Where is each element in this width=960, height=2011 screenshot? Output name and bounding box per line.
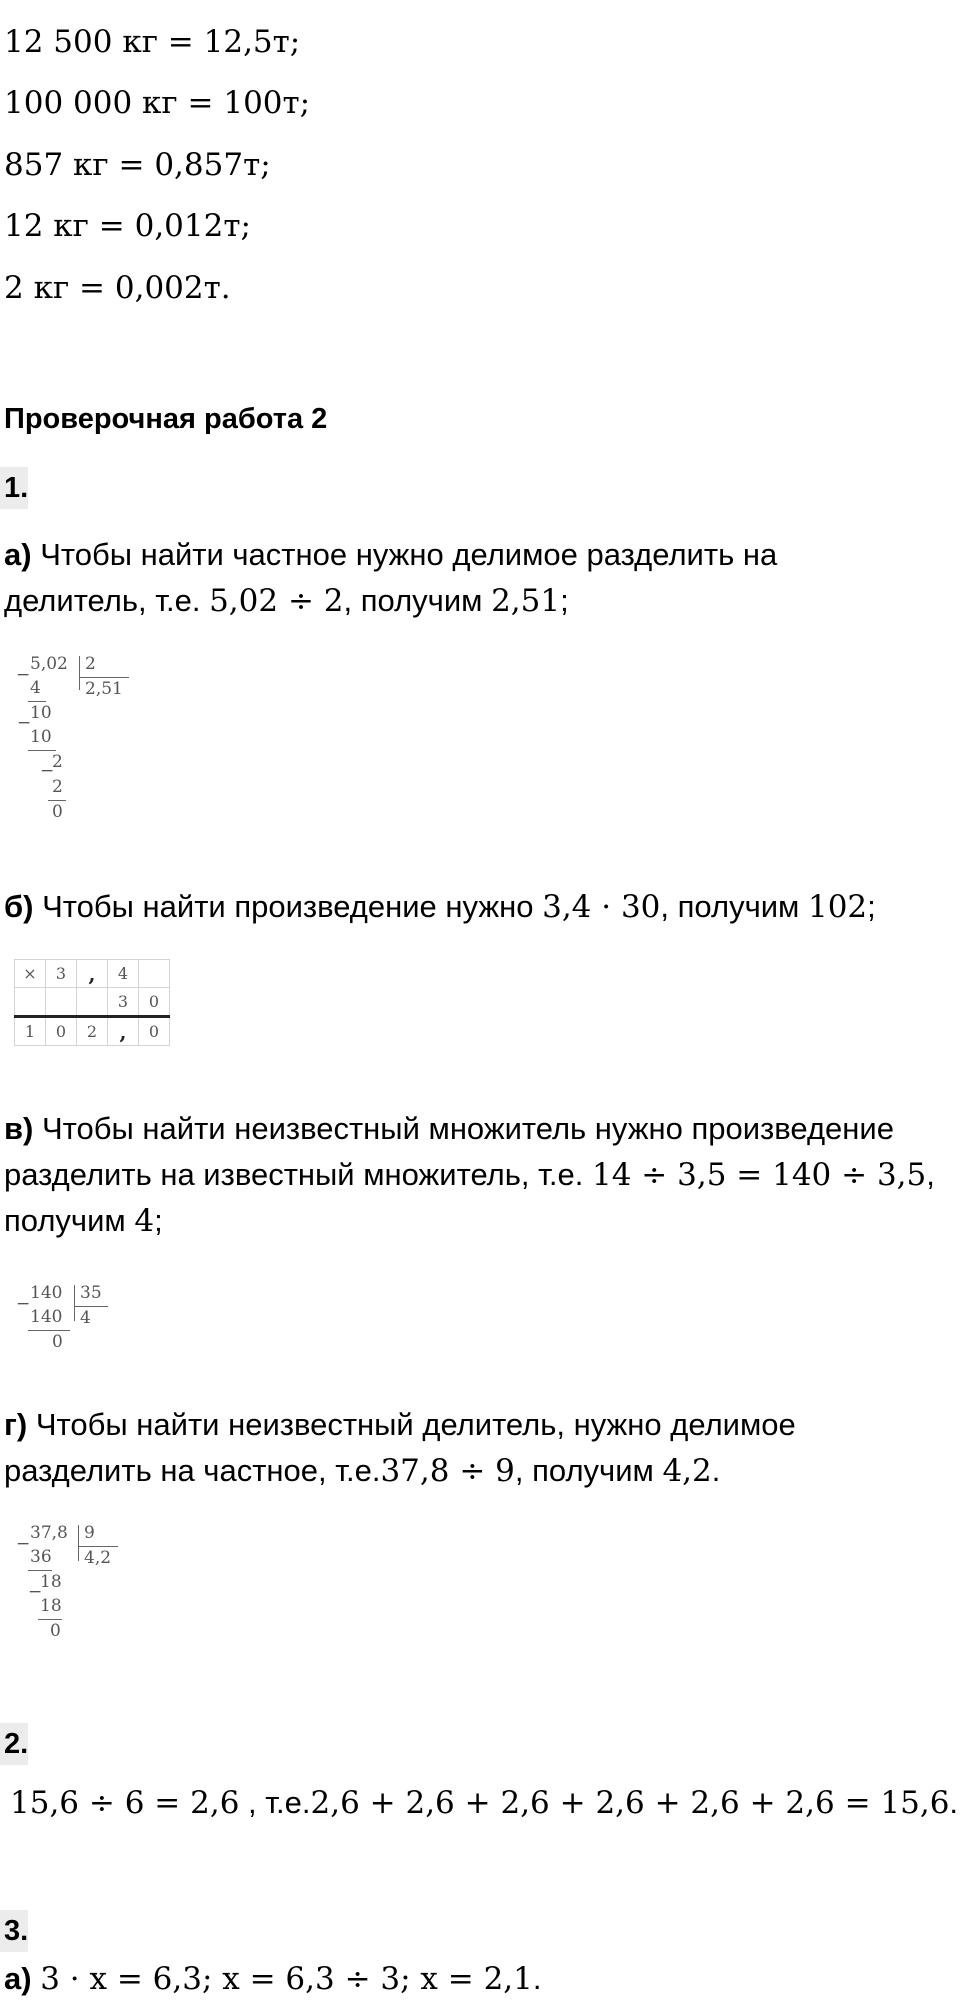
task-3a-label: а) — [4, 1961, 32, 1996]
task-1b-result: 102 — [807, 889, 868, 925]
task-1v-end-1: , — [926, 1157, 935, 1192]
task-1a-line-2 — [4, 583, 569, 619]
task-1g-text-1: Чтобы найти неизвестный делитель, нужно делимое — [35, 1407, 796, 1442]
grid-cell: × — [15, 960, 46, 988]
conversion-line-1: 12 500 кг = 12,5т; — [4, 24, 301, 60]
conversion-line-3: 857 кг = 0,857т; — [4, 147, 271, 183]
task-1v-end-2: ; — [154, 1203, 163, 1238]
division-bar — [79, 656, 80, 690]
division-step: 0 — [52, 802, 63, 822]
division-step: 4 — [30, 678, 41, 698]
division-step: 10 — [30, 727, 52, 747]
minus-sign: − — [17, 713, 32, 733]
grid-cell: , — [108, 1017, 139, 1046]
task-3-number: 3. — [4, 1915, 29, 1947]
division-figure-v — [16, 1285, 116, 1365]
task-1a-expression: 5,02 ÷ 2 — [209, 583, 344, 619]
division-dividend: 37,8 — [30, 1523, 68, 1543]
grid-cell — [15, 988, 46, 1017]
task-1v-line-3 — [4, 1203, 163, 1239]
task-1a-text-1: Чтобы найти частное нужно делимое разделить на — [40, 537, 778, 572]
grid-cell: 2 — [77, 1017, 108, 1046]
division-divisor-line — [78, 1546, 118, 1547]
task-1v-line-1 — [4, 1111, 894, 1147]
grid-cell — [46, 988, 77, 1017]
grid-cell: 0 — [46, 1017, 77, 1046]
task-2-number: 2. — [4, 1728, 29, 1760]
task-1g-line-2 — [4, 1453, 720, 1489]
task-3a-end: . — [532, 1961, 542, 1996]
division-step: 0 — [52, 1332, 63, 1352]
division-step-line — [38, 1619, 62, 1620]
division-step: 140 — [30, 1307, 63, 1327]
division-step-line — [28, 750, 56, 751]
division-quotient: 2,51 — [85, 679, 123, 699]
minus-sign: − — [16, 1534, 31, 1554]
division-step: 2 — [52, 752, 63, 772]
task-2-line — [10, 1785, 958, 1821]
minus-sign: − — [40, 761, 55, 781]
task-3a-line — [4, 1961, 542, 1997]
grid-cell — [139, 960, 170, 988]
task-1a-text-2: делитель, т.е. — [4, 583, 210, 618]
division-step: 18 — [40, 1572, 62, 1592]
task-1b-expression: 3,4 · 30 — [542, 889, 661, 925]
task-1g-result: 4,2 — [662, 1453, 712, 1489]
task-1g-label: г) — [4, 1407, 28, 1442]
task-1v-label: в) — [4, 1111, 34, 1146]
task-1g-end: . — [711, 1453, 721, 1488]
multiplication-grid — [14, 959, 170, 1046]
division-step: 0 — [50, 1621, 61, 1641]
task-1a-line-1 — [4, 537, 777, 573]
conversion-line-5: 2 кг = 0,002т. — [4, 270, 231, 306]
division-step-line — [48, 800, 66, 801]
conversion-line-2: 100 000 кг = 100т; — [4, 85, 311, 121]
section-title: Проверочная работа 2 — [4, 403, 328, 435]
task-1b-text-1: Чтобы найти произведение нужно — [42, 889, 543, 924]
task-1v-text-3: получим — [4, 1203, 135, 1238]
task-1b-label: б) — [4, 889, 34, 924]
division-figure-g — [16, 1525, 126, 1665]
task-1a-result: 2,51 — [491, 583, 561, 619]
task-2-expression-2: 2,6 + 2,6 + 2,6 + 2,6 + 2,6 + 2,6 = 15,6 — [310, 1785, 950, 1821]
task-1g-expression: 37,8 ÷ 9 — [380, 1453, 515, 1489]
task-2-text: , т.е. — [239, 1785, 311, 1820]
division-dividend: 140 — [30, 1283, 63, 1303]
task-3a-expression: 3 · x = 6,3; x = 6,3 ÷ 3; x = 2,1 — [40, 1961, 533, 1997]
division-step: 36 — [30, 1547, 52, 1567]
division-step: 10 — [30, 703, 52, 723]
division-divisor-line — [79, 677, 129, 678]
grid-cell: 0 — [139, 1017, 170, 1046]
division-step-line — [28, 1570, 52, 1571]
division-divisor: 35 — [80, 1283, 102, 1303]
division-divisor: 2 — [85, 654, 96, 674]
task-2-end: . — [949, 1785, 959, 1820]
grid-cell: 3 — [108, 988, 139, 1017]
division-dividend: 5,02 — [30, 654, 68, 674]
task-1b-text-2: , получим — [660, 889, 808, 924]
task-1v-text-1: Чтобы найти неизвестный множитель нужно произведение — [42, 1111, 894, 1146]
grid-cell: , — [77, 960, 108, 988]
minus-sign: − — [28, 1582, 43, 1602]
task-1v-result: 4 — [134, 1203, 155, 1239]
minus-sign: − — [16, 1294, 31, 1314]
division-divisor: 9 — [84, 1523, 95, 1543]
task-2-expression-1: 15,6 ÷ 6 = 2,6 — [10, 1785, 240, 1821]
task-1a-label: а) — [4, 537, 32, 572]
grid-cell: 1 — [15, 1017, 46, 1046]
division-step: 18 — [40, 1596, 62, 1616]
division-step-line — [28, 1330, 70, 1331]
division-bar — [74, 1285, 75, 1321]
division-step-line — [28, 701, 46, 702]
grid-cell: 4 — [108, 960, 139, 988]
minus-sign: − — [16, 665, 31, 685]
task-1g-line-1 — [4, 1407, 796, 1443]
grid-cell: 3 — [46, 960, 77, 988]
task-1g-text-2: разделить на частное, т.е. — [4, 1453, 381, 1488]
task-1a-end: ; — [560, 583, 569, 618]
task-1a-text-3: , получим — [343, 583, 492, 618]
task-1g-text-3: , получим — [514, 1453, 663, 1488]
task-1b-end: ; — [867, 889, 876, 924]
conversion-line-4: 12 кг = 0,012т; — [4, 208, 251, 244]
division-figure-a — [16, 656, 136, 846]
task-1v-line-2 — [4, 1157, 935, 1193]
task-1v-text-2: разделить на известный множитель, т.е. — [4, 1157, 592, 1192]
division-bar — [78, 1525, 79, 1561]
task-1b-line — [4, 889, 876, 925]
task-1-number: 1. — [4, 472, 29, 504]
division-quotient: 4,2 — [84, 1548, 112, 1568]
division-step: 2 — [52, 777, 63, 797]
division-divisor-line — [74, 1306, 108, 1307]
task-1v-expression: 14 ÷ 3,5 = 140 ÷ 3,5 — [591, 1157, 927, 1193]
grid-cell: 0 — [139, 988, 170, 1017]
grid-cell — [77, 988, 108, 1017]
division-quotient: 4 — [80, 1308, 91, 1328]
